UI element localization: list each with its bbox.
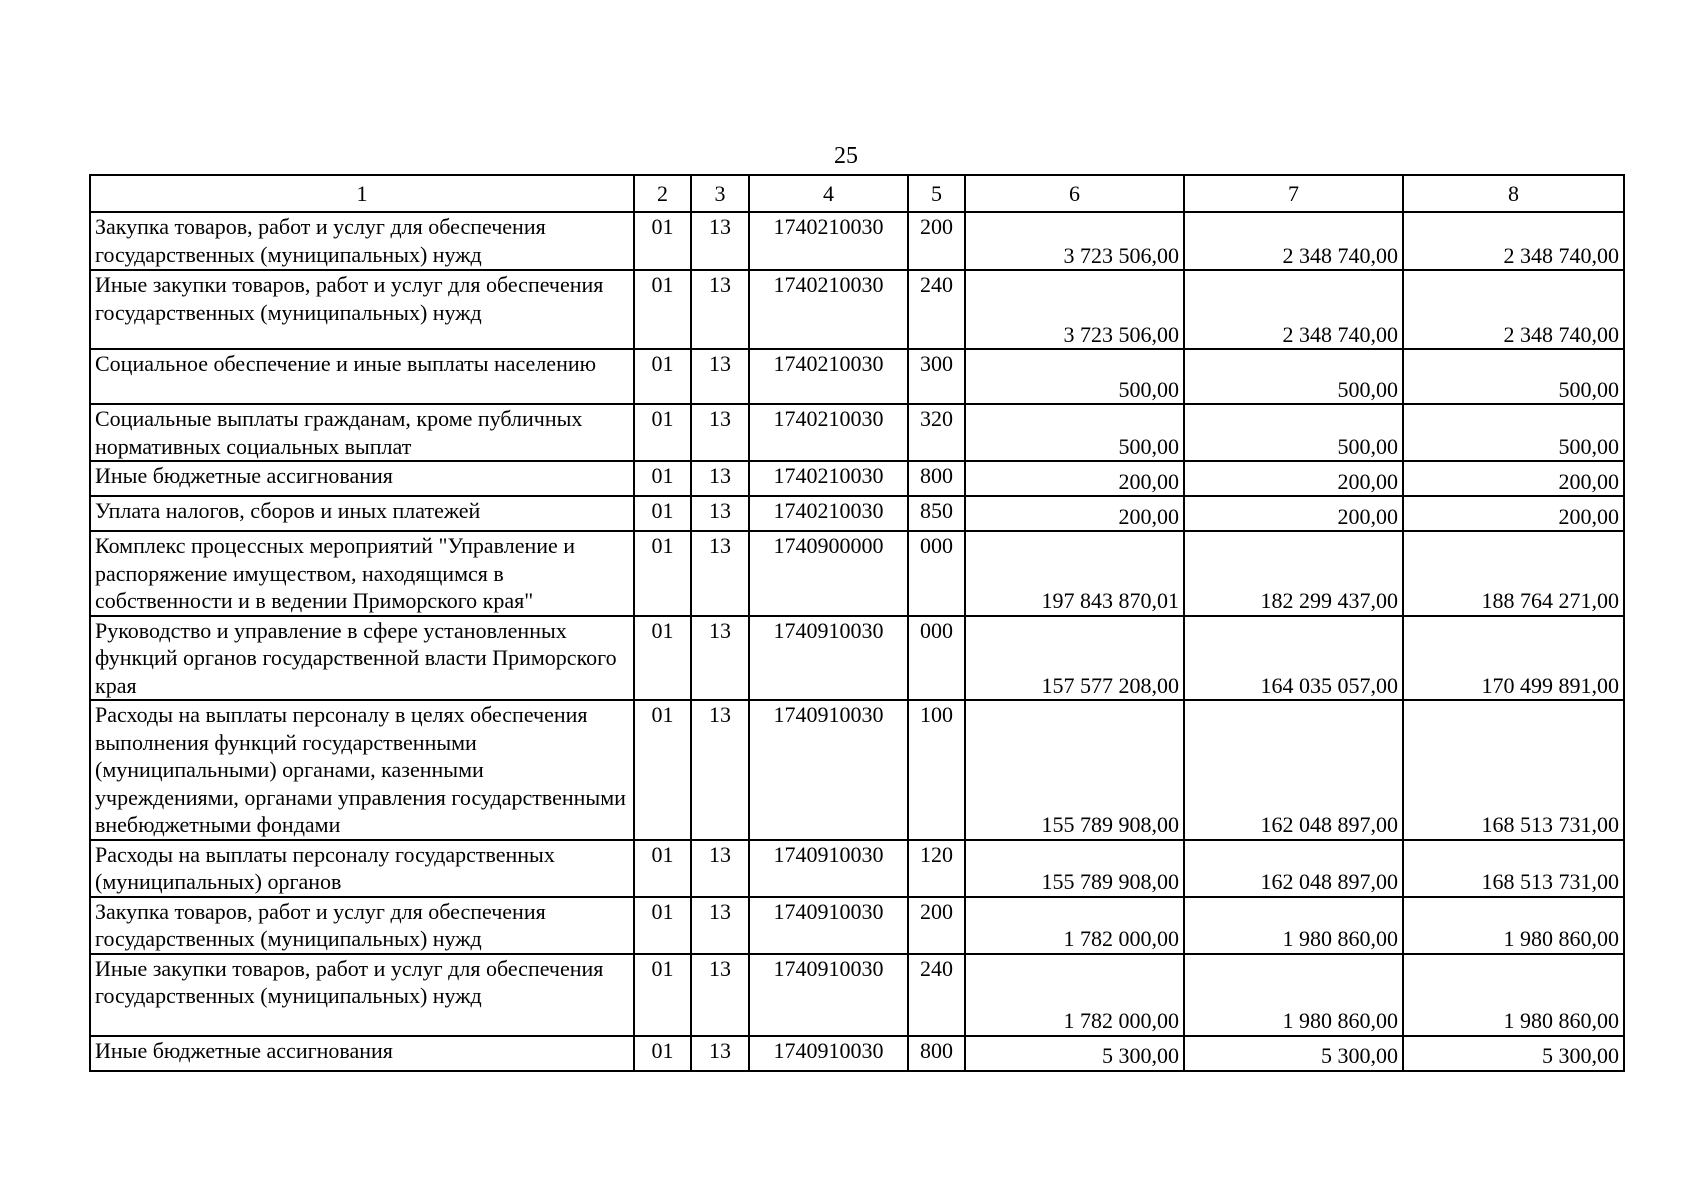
cell-target-article: 1740910030 — [749, 700, 908, 840]
cell-target-article: 1740910030 — [749, 1036, 908, 1071]
cell-expense-type: 120 — [908, 840, 965, 897]
cell-target-article: 1740210030 — [749, 349, 908, 404]
cell-subsection: 13 — [691, 496, 749, 531]
cell-expense-type: 200 — [908, 897, 965, 954]
table-row — [90, 1036, 1624, 1071]
cell-target-article: 1740910030 — [749, 897, 908, 954]
cell-subsection: 13 — [691, 616, 749, 701]
column-header: 4 — [749, 175, 908, 212]
cell-section: 01 — [634, 349, 691, 404]
page-number: 25 — [834, 143, 858, 169]
column-header: 7 — [1184, 175, 1403, 212]
cell-subsection: 13 — [691, 954, 749, 1036]
cell-section: 01 — [634, 954, 691, 1036]
cell-amount-col7: 500,00 — [1184, 349, 1403, 404]
cell-amount-col8: 200,00 — [1403, 496, 1624, 531]
cell-section: 01 — [634, 840, 691, 897]
table-row — [90, 270, 1624, 349]
cell-subsection: 13 — [691, 212, 749, 270]
cell-target-article: 1740210030 — [749, 212, 908, 270]
cell-subsection: 13 — [691, 531, 749, 616]
column-header: 8 — [1403, 175, 1624, 212]
cell-subsection: 13 — [691, 897, 749, 954]
cell-section: 01 — [634, 531, 691, 616]
column-header: 3 — [691, 175, 749, 212]
cell-amount-col8: 5 300,00 — [1403, 1036, 1624, 1071]
cell-expense-type: 000 — [908, 531, 965, 616]
cell-amount-col7: 200,00 — [1184, 496, 1403, 531]
cell-subsection: 13 — [691, 840, 749, 897]
cell-expense-type: 240 — [908, 954, 965, 1036]
cell-target-article: 1740910030 — [749, 616, 908, 701]
cell-section: 01 — [634, 496, 691, 531]
row-name: Социальные выплаты гражданам, кроме публичных нормативных социальных выплат — [90, 404, 634, 461]
cell-amount-col8: 1 980 860,00 — [1403, 954, 1624, 1036]
cell-amount-col6: 500,00 — [965, 349, 1184, 404]
cell-section: 01 — [634, 212, 691, 270]
cell-amount-col6: 155 789 908,00 — [965, 700, 1184, 840]
row-name: Расходы на выплаты персоналу в целях обеспечения выполнения функций государственными (муниципальными) органами, казенными учреждениями, органами управления государственными внебюджетными фондами — [90, 700, 634, 840]
table-row — [90, 496, 1624, 531]
cell-target-article: 1740910030 — [749, 954, 908, 1036]
table-row — [90, 954, 1624, 1036]
column-header: 6 — [965, 175, 1184, 212]
table-row — [90, 616, 1624, 701]
cell-amount-col8: 2 348 740,00 — [1403, 212, 1624, 270]
cell-amount-col8: 188 764 271,00 — [1403, 531, 1624, 616]
cell-amount-col6: 197 843 870,01 — [965, 531, 1184, 616]
cell-amount-col6: 3 723 506,00 — [965, 270, 1184, 349]
cell-amount-col6: 157 577 208,00 — [965, 616, 1184, 701]
cell-amount-col8: 500,00 — [1403, 404, 1624, 461]
cell-amount-col7: 200,00 — [1184, 461, 1403, 496]
cell-amount-col8: 200,00 — [1403, 461, 1624, 496]
table-row — [90, 349, 1624, 404]
cell-amount-col7: 1 980 860,00 — [1184, 954, 1403, 1036]
row-name: Социальное обеспечение и иные выплаты населению — [90, 349, 634, 404]
cell-subsection: 13 — [691, 700, 749, 840]
row-name: Иные закупки товаров, работ и услуг для обеспечения государственных (муниципальных) нужд — [90, 954, 634, 1036]
cell-amount-col6: 1 782 000,00 — [965, 954, 1184, 1036]
cell-expense-type: 800 — [908, 461, 965, 496]
cell-amount-col8: 1 980 860,00 — [1403, 897, 1624, 954]
table-row — [90, 212, 1624, 270]
cell-subsection: 13 — [691, 349, 749, 404]
header-row — [90, 175, 1624, 212]
cell-section: 01 — [634, 616, 691, 701]
column-header: 5 — [908, 175, 965, 212]
row-name: Комплекс процессных мероприятий "Управление и распоряжение имуществом, находящимся в собственности и в ведении Приморского края" — [90, 531, 634, 616]
cell-expense-type: 800 — [908, 1036, 965, 1071]
cell-target-article: 1740210030 — [749, 404, 908, 461]
cell-target-article: 1740210030 — [749, 270, 908, 349]
cell-amount-col8: 168 513 731,00 — [1403, 700, 1624, 840]
cell-amount-col6: 200,00 — [965, 496, 1184, 531]
column-header: 2 — [634, 175, 691, 212]
row-name: Закупка товаров, работ и услуг для обеспечения государственных (муниципальных) нужд — [90, 212, 634, 270]
cell-amount-col8: 170 499 891,00 — [1403, 616, 1624, 701]
cell-section: 01 — [634, 270, 691, 349]
table-row — [90, 700, 1624, 840]
cell-section: 01 — [634, 897, 691, 954]
table-row — [90, 531, 1624, 616]
cell-subsection: 13 — [691, 404, 749, 461]
row-name: Иные бюджетные ассигнования — [90, 1036, 634, 1071]
budget-table — [89, 174, 1625, 1072]
cell-amount-col7: 5 300,00 — [1184, 1036, 1403, 1071]
cell-expense-type: 240 — [908, 270, 965, 349]
table-row — [90, 840, 1624, 897]
cell-amount-col7: 2 348 740,00 — [1184, 270, 1403, 349]
row-name: Расходы на выплаты персоналу государственных (муниципальных) органов — [90, 840, 634, 897]
cell-subsection: 13 — [691, 270, 749, 349]
cell-subsection: 13 — [691, 1036, 749, 1071]
cell-target-article: 1740210030 — [749, 461, 908, 496]
cell-target-article: 1740210030 — [749, 496, 908, 531]
cell-target-article: 1740910030 — [749, 840, 908, 897]
cell-expense-type: 200 — [908, 212, 965, 270]
cell-subsection: 13 — [691, 461, 749, 496]
cell-amount-col8: 500,00 — [1403, 349, 1624, 404]
cell-amount-col7: 182 299 437,00 — [1184, 531, 1403, 616]
cell-expense-type: 850 — [908, 496, 965, 531]
cell-expense-type: 320 — [908, 404, 965, 461]
cell-amount-col8: 168 513 731,00 — [1403, 840, 1624, 897]
cell-amount-col6: 3 723 506,00 — [965, 212, 1184, 270]
table-row — [90, 897, 1624, 954]
cell-amount-col8: 2 348 740,00 — [1403, 270, 1624, 349]
cell-section: 01 — [634, 700, 691, 840]
cell-amount-col6: 1 782 000,00 — [965, 897, 1184, 954]
row-name: Иные закупки товаров, работ и услуг для обеспечения государственных (муниципальных) нужд — [90, 270, 634, 349]
cell-expense-type: 300 — [908, 349, 965, 404]
table-row — [90, 461, 1624, 496]
cell-section: 01 — [634, 1036, 691, 1071]
cell-section: 01 — [634, 461, 691, 496]
cell-amount-col6: 200,00 — [965, 461, 1184, 496]
table-row — [90, 404, 1624, 461]
column-header: 1 — [90, 175, 634, 212]
cell-amount-col7: 164 035 057,00 — [1184, 616, 1403, 701]
cell-expense-type: 100 — [908, 700, 965, 840]
cell-amount-col6: 500,00 — [965, 404, 1184, 461]
cell-amount-col7: 162 048 897,00 — [1184, 700, 1403, 840]
cell-amount-col6: 5 300,00 — [965, 1036, 1184, 1071]
cell-amount-col7: 2 348 740,00 — [1184, 212, 1403, 270]
cell-amount-col6: 155 789 908,00 — [965, 840, 1184, 897]
cell-target-article: 1740900000 — [749, 531, 908, 616]
cell-amount-col7: 500,00 — [1184, 404, 1403, 461]
row-name: Руководство и управление в сфере установленных функций органов государственной власти Приморского края — [90, 616, 634, 701]
row-name: Уплата налогов, сборов и иных платежей — [90, 496, 634, 531]
cell-amount-col7: 1 980 860,00 — [1184, 897, 1403, 954]
cell-expense-type: 000 — [908, 616, 965, 701]
row-name: Иные бюджетные ассигнования — [90, 461, 634, 496]
row-name: Закупка товаров, работ и услуг для обеспечения государственных (муниципальных) нужд — [90, 897, 634, 954]
cell-section: 01 — [634, 404, 691, 461]
cell-amount-col7: 162 048 897,00 — [1184, 840, 1403, 897]
